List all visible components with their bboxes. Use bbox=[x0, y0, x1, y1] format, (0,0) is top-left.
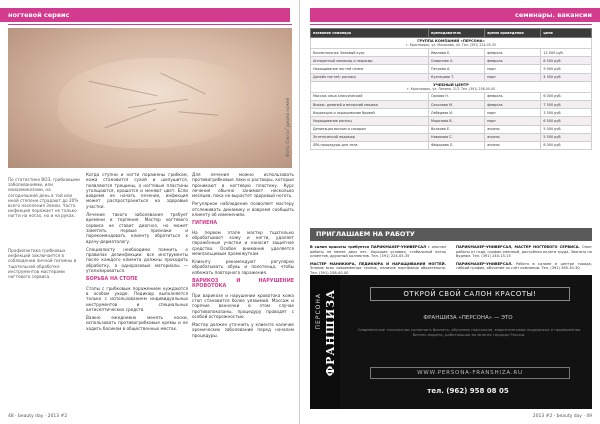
paragraph: На первом этапе мастер тщательно обрабатывает кожу и ногти, удаляет поражённые участки и наносит защитное средство. Особое внимание уделяется межпальцевым промежуткам. bbox=[192, 229, 294, 256]
table-row bbox=[311, 92, 592, 100]
table-row bbox=[311, 117, 592, 125]
table-cell: апрель bbox=[485, 141, 541, 149]
table-cell: март bbox=[485, 117, 541, 125]
table-cell: Соколова М. bbox=[429, 100, 485, 108]
subheading: ВАРИКОЗ И НАРУШЕНИЕ КРОВОТОКА bbox=[192, 279, 294, 290]
job-listing: МАСТЕР МАНИКЮРА, ПЕДИКЮРА И НАРАЩИВАНИЯ НОГТЕЙ. Знание всех современных техник, наличие портфолио обязательно. Тел. (391) 258-00-00 bbox=[310, 261, 446, 275]
ad-website-link[interactable]: WWW.PERSONA-FRANSHIZA.RU bbox=[370, 367, 570, 379]
column-header: название семинара bbox=[311, 29, 429, 38]
table-cell: 6 000 руб. bbox=[541, 92, 592, 100]
ad-side-strip bbox=[310, 275, 340, 409]
side-note-prevention: Профилактика грибковых инфекций заключается в соблюдении личной гигиены и тщательной обработке инструментов мастерами ногтевого сервиса. bbox=[8, 248, 77, 280]
column-header: преподаватель bbox=[429, 29, 485, 38]
paragraph: Стопы с грибковым поражением нуждаются в особом уходе. Педикюр выполняется только с использованием индивидуальных инструментов и специальных антисептических средств. bbox=[86, 285, 188, 312]
table-cell: Лебедева И. bbox=[429, 109, 485, 117]
table-cell: Дизайн ногтей: роспись bbox=[311, 73, 429, 81]
ad-headline: ОТКРОЙ СВОЙ САЛОН КРАСОТЫ! bbox=[370, 287, 570, 301]
table-cell: 3 500 руб. bbox=[541, 109, 592, 117]
table-cell: 8 500 руб. bbox=[541, 57, 592, 65]
table-cell: Косметология: базовый курс bbox=[311, 49, 429, 57]
table-cell: апрель bbox=[485, 125, 541, 133]
ad-franchise-line: ФРАНШИЗА «ПЕРСОНА» — ЭТО bbox=[423, 315, 513, 321]
paragraph: При варикозе и нарушении кровотока кожа стоп становится более уязвимой. Массаж и горячие ванночки в этом случае противопоказаны, процедуру проводят с особой осторожностью. bbox=[192, 292, 294, 319]
table-group-row bbox=[311, 38, 592, 49]
table-cell: Наращивание ногтей гелем bbox=[311, 65, 429, 73]
column-header: время проведения bbox=[485, 29, 541, 38]
page-folio-left: 48 · beauty day · 2013 #2 bbox=[8, 414, 68, 419]
paragraph: Когда ступни и ногти поражены грибком, кожа становится сухой и шелушится, появляются трещины, а ногтевые пластины утолщаются, крошатся и меняют цвет. Если вовремя не начать лечение, инфекция может распространиться на здоровые участки. bbox=[86, 172, 188, 209]
table-cell: март bbox=[485, 109, 541, 117]
table-row bbox=[311, 49, 592, 57]
table-cell: Волкова Е. bbox=[429, 125, 485, 133]
table-cell: Коррекция и окрашивание бровей bbox=[311, 109, 429, 117]
table-row bbox=[311, 57, 592, 65]
table-cell: Иванова Е. bbox=[429, 49, 485, 57]
table-group-cell bbox=[311, 38, 592, 49]
table-cell: Морозова В. bbox=[429, 117, 485, 125]
section-header-right: семинары. вакансии bbox=[310, 8, 600, 22]
ad-brand-small: ПЕРСОНА bbox=[315, 293, 322, 330]
feet-photo bbox=[8, 28, 292, 168]
table-row bbox=[311, 100, 592, 108]
table-row bbox=[311, 125, 592, 133]
side-note-statistics: По статистике ВОЗ, грибковыми заболеваниями, или онихомикозами, на сегодняшний день в той или иной степени страдают до 20% всего населения Земли. Часто инфекция поражает не только ногти на ногах, но и на руках. bbox=[8, 177, 80, 219]
table-cell: 12 000 руб. bbox=[541, 49, 592, 57]
table-cell: 7 500 руб. bbox=[541, 100, 592, 108]
table-row bbox=[311, 65, 592, 73]
table-cell: март bbox=[485, 73, 541, 81]
paragraph: Специалисту необходимо помнить о правилах дезинфекции: все инструменты после каждого клиента должны проходить обработку, а одноразовые материалы — утилизироваться. bbox=[86, 246, 188, 274]
table-cell: февраль bbox=[485, 57, 541, 65]
franchise-advertisement bbox=[310, 275, 592, 409]
table-row bbox=[311, 141, 592, 149]
group-subtitle: г. Красноярск, ул. Молокова, 40. Тел. (391) 224-05-35 bbox=[406, 43, 496, 47]
photo-credit: Фото: Ольга Гуркова кожей bbox=[285, 98, 290, 157]
table-cell: 4 500 руб. bbox=[541, 73, 592, 81]
paragraph: Клиенту рекомендуют регулярно обрабатывать обувь и полотенца, чтобы избежать повторного заражения. bbox=[192, 259, 294, 275]
group-title: УЧЕБНЫЙ ЦЕНТР bbox=[433, 82, 469, 87]
table-cell: Депиляция воском и сахаром bbox=[311, 125, 429, 133]
table-cell: 6 500 руб. bbox=[541, 117, 592, 125]
article-column-1 bbox=[86, 172, 188, 334]
table-cell: февраль bbox=[485, 49, 541, 57]
table-cell: Аппаратный маникюр и педикюр bbox=[311, 57, 429, 65]
table-cell: апрель bbox=[485, 133, 541, 141]
table-cell: Фёдорова Л. bbox=[429, 141, 485, 149]
job-listing: ПАРИКМАХЕР-УНИВЕРСАЛ. Работа в салоне в центре города, гибкий график, обучение за счёт компании. Тел. (391) 265-30-30 bbox=[456, 261, 592, 271]
header-rule-right bbox=[310, 24, 592, 25]
table-header-row bbox=[311, 29, 592, 38]
table-cell: Визаж: дневной и вечерний макияж bbox=[311, 100, 429, 108]
ad-phone: тел. (962) 958 08 05 bbox=[427, 387, 509, 395]
seminars-table bbox=[310, 28, 592, 150]
table-cell: Наращивание ресниц bbox=[311, 117, 429, 125]
paragraph: Мастер должен уточнить у клиента наличие хронических заболеваний перед началом процедуры. bbox=[192, 322, 294, 338]
table-cell: Петрова А. bbox=[429, 65, 485, 73]
table-cell: март bbox=[485, 65, 541, 73]
table-cell: Эстетический педикюр bbox=[311, 133, 429, 141]
ad-body-text: Современные технологии салонного бизнеса, обучение персонала, маркетинговая поддержка и проверенная бизнес-модель, работающая во многих городах России. bbox=[357, 327, 581, 337]
subheading: БОРЬБА НА СТОПЕ bbox=[86, 277, 138, 283]
jobs-column-1 bbox=[310, 245, 446, 279]
jobs-column-2 bbox=[456, 245, 592, 274]
paragraph: Лечение такого заболевания требует времени и терпения. Мастер ногтевого сервиса не ставит диагноз, но может заметить первые признаки и порекомендовать клиенту обратиться к врачу-дерматологу. bbox=[86, 212, 188, 244]
table-row bbox=[311, 133, 592, 141]
job-listing: ПАРИКМАХЕР-УНИВЕРСАЛ, МАСТЕР НОГТЕВОГО СЕРВИСА. Опыт работы от года, график сменный, достойная оплата труда. Звонить по будням. Тел. (391) 240-15-15 bbox=[456, 245, 592, 259]
subheading: ГИГИЕНА bbox=[192, 221, 218, 227]
paragraph: Важно ежедневно менять носки, использовать противогрибковые кремы и не ходить босиком в общественных местах. bbox=[86, 315, 188, 331]
group-subtitle: г. Красноярск, ул. Ленина, 113. Тел. (391) 258-00-00 bbox=[406, 86, 496, 91]
table-row bbox=[311, 109, 592, 117]
paragraph: Для лечения можно использовать противогрибковые лаки и растворы, которые проникают в ногтевую пластину. Курс лечения обычно занимает несколько месяцев, пока не вырастет здоровый ноготь. bbox=[192, 172, 294, 199]
table-cell: 8 000 руб. bbox=[541, 141, 592, 149]
paragraph: Регулярное наблюдение позволяет мастеру отслеживать динамику и вовремя сообщить клиенту об изменениях. bbox=[192, 201, 294, 218]
table-cell: Орлова Н. bbox=[429, 92, 485, 100]
table-cell: Кузнецова Т. bbox=[429, 73, 485, 81]
group-title: ГРУППА КОМПАНИЙ «ПЕРСОНА» bbox=[417, 39, 485, 43]
table-cell: февраль bbox=[485, 100, 541, 108]
right-page bbox=[300, 0, 600, 424]
table-cell: Смирнова О. bbox=[429, 57, 485, 65]
section-header-left: ногтевой сервис bbox=[0, 8, 290, 22]
table-cell: 9 000 руб. bbox=[541, 65, 592, 73]
table-cell: SPA-процедуры для тела bbox=[311, 141, 429, 149]
jobs-section-title: ПРИГЛАШАЕМ НА РАБОТУ bbox=[310, 228, 592, 241]
table-row bbox=[311, 73, 592, 81]
table-cell: Массаж лица классический bbox=[311, 92, 429, 100]
ad-brand-big: ФРАНШИЗА bbox=[324, 289, 337, 377]
column-header: цена bbox=[541, 29, 592, 38]
table-group-cell bbox=[311, 81, 592, 92]
table-cell: 5 000 руб. bbox=[541, 125, 592, 133]
table-cell: Новикова С. bbox=[429, 133, 485, 141]
article-column-2 bbox=[192, 172, 294, 341]
table-cell: 5 500 руб. bbox=[541, 133, 592, 141]
table-group-row bbox=[311, 81, 592, 92]
page-folio-right: 2013 #2 · beauty day · 49 bbox=[532, 414, 592, 419]
table-cell: февраль bbox=[485, 92, 541, 100]
header-rule-left bbox=[8, 24, 292, 25]
job-listing: В салон красоты требуется ПАРИКМАХЕР-УНИВЕРСАЛ с опытом работы не менее двух лет. Хорошие условия, стабильный поток клиентов, дружный коллектив. Тел. (391) 224-05-35 bbox=[310, 245, 446, 259]
